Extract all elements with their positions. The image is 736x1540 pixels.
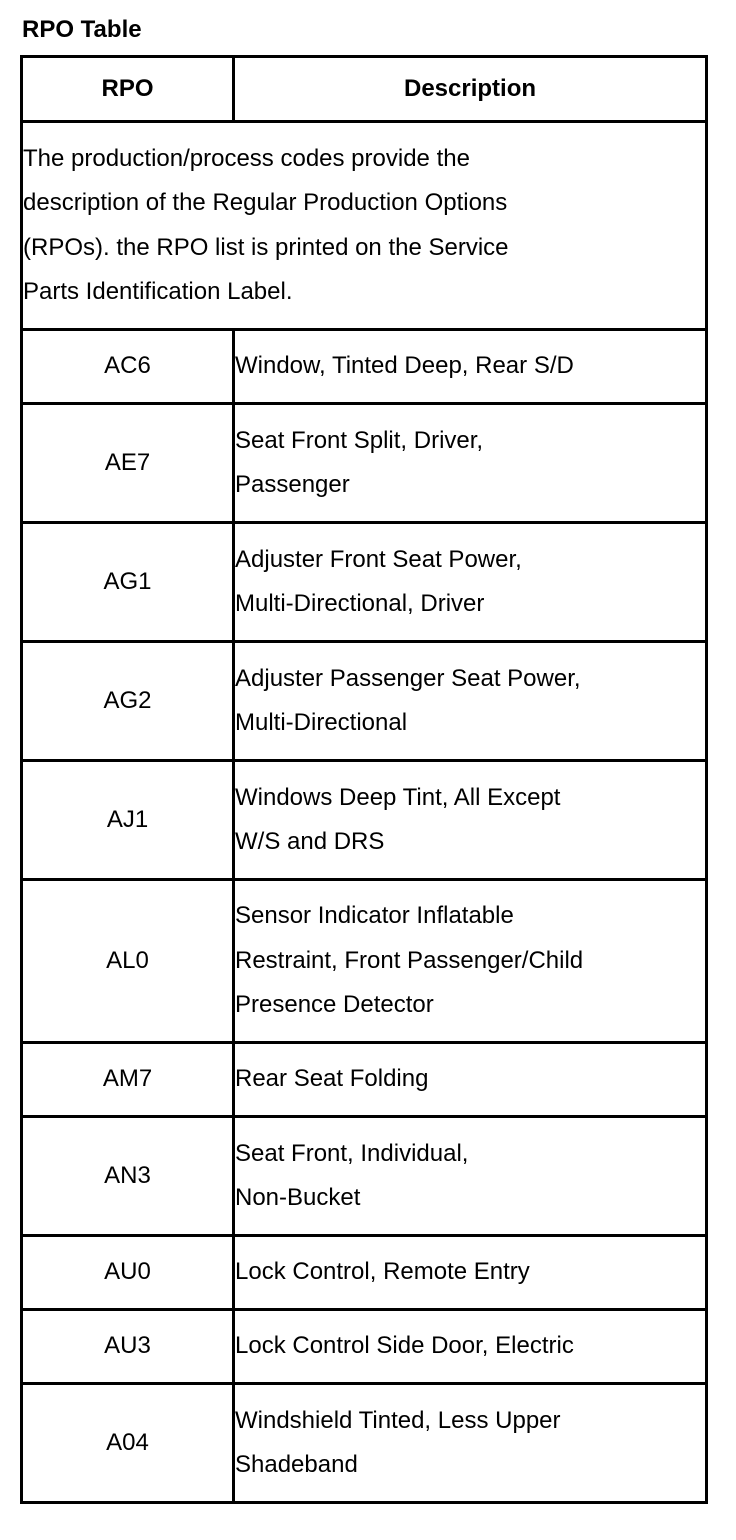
table-row (22, 761, 707, 880)
description-line: Seat Front Split, Driver, (235, 426, 484, 454)
description-line: Seat Front, Individual, (235, 1139, 469, 1167)
rpo-description-cell (234, 1117, 707, 1236)
intro-line: Parts Identification Label. (23, 278, 293, 305)
rpo-code-cell: AC6 (22, 330, 234, 404)
rpo-description-cell (234, 1043, 707, 1117)
description-line: Passenger (235, 471, 350, 498)
table-row (22, 1236, 707, 1310)
description-line: Multi-Directional, Driver (235, 590, 485, 617)
rpo-description-cell (234, 523, 707, 642)
table-row (22, 642, 707, 761)
rpo-column-header: RPO (22, 57, 234, 122)
description-line: Adjuster Passenger Seat Power, (235, 664, 581, 692)
rpo-description-cell (234, 761, 707, 880)
rpo-code-cell: A04 (22, 1384, 234, 1503)
description-line: Windshield Tinted, Less Upper (235, 1406, 561, 1434)
intro-line: (RPOs). the RPO list is printed on the Service (23, 233, 509, 261)
intro-line: description of the Regular Production Options (23, 189, 508, 216)
description-line: Multi-Directional (235, 709, 408, 736)
rpo-code-cell: AU3 (22, 1310, 234, 1384)
table-row (22, 523, 707, 642)
intro-row (22, 122, 707, 330)
description-line: Windows Deep Tint, All Except (235, 783, 561, 811)
rpo-code-cell: AM7 (22, 1043, 234, 1117)
rpo-description-cell (234, 642, 707, 761)
description-line: Lock Control Side Door, Electric (235, 1332, 574, 1360)
table-row (22, 330, 707, 404)
rpo-description-cell (234, 404, 707, 523)
description-column-header: Description (234, 57, 707, 122)
rpo-code-cell: AE7 (22, 404, 234, 523)
intro-line: The production/process codes provide the (23, 144, 470, 172)
description-line: Sensor Indicator Inflatable (235, 902, 514, 930)
table-row (22, 404, 707, 523)
description-line: Restraint, Front Passenger/Child (235, 946, 584, 974)
rpo-code-cell: AG1 (22, 523, 234, 642)
table-row (22, 1310, 707, 1384)
description-line: Non-Bucket (235, 1184, 361, 1211)
description-line: Presence Detector (235, 991, 434, 1019)
rpo-code-cell: AG2 (22, 642, 234, 761)
description-line: Adjuster Front Seat Power, (235, 545, 522, 573)
rpo-description-cell (234, 1384, 707, 1503)
table-row (22, 1117, 707, 1236)
header-row (22, 57, 707, 122)
description-line: Rear Seat Folding (235, 1065, 429, 1093)
rpo-code-cell: AL0 (22, 880, 234, 1043)
rpo-description-cell (234, 1236, 707, 1310)
rpo-code-cell: AU0 (22, 1236, 234, 1310)
rpo-description-cell (234, 1310, 707, 1384)
description-line: Window, Tinted Deep, Rear S/D (235, 352, 574, 380)
rpo-description-cell (234, 880, 707, 1043)
rpo-description-cell (234, 330, 707, 404)
table-row (22, 880, 707, 1043)
description-line: W/S and DRS (235, 828, 385, 855)
rpo-table (20, 55, 708, 1504)
intro-text (22, 122, 707, 330)
table-row (22, 1384, 707, 1503)
rpo-code-cell: AJ1 (22, 761, 234, 880)
rpo-code-cell: AN3 (22, 1117, 234, 1236)
table-row (22, 1043, 707, 1117)
table-title: RPO Table (22, 16, 142, 43)
description-line: Shadeband (235, 1451, 358, 1478)
description-line: Lock Control, Remote Entry (235, 1258, 530, 1286)
